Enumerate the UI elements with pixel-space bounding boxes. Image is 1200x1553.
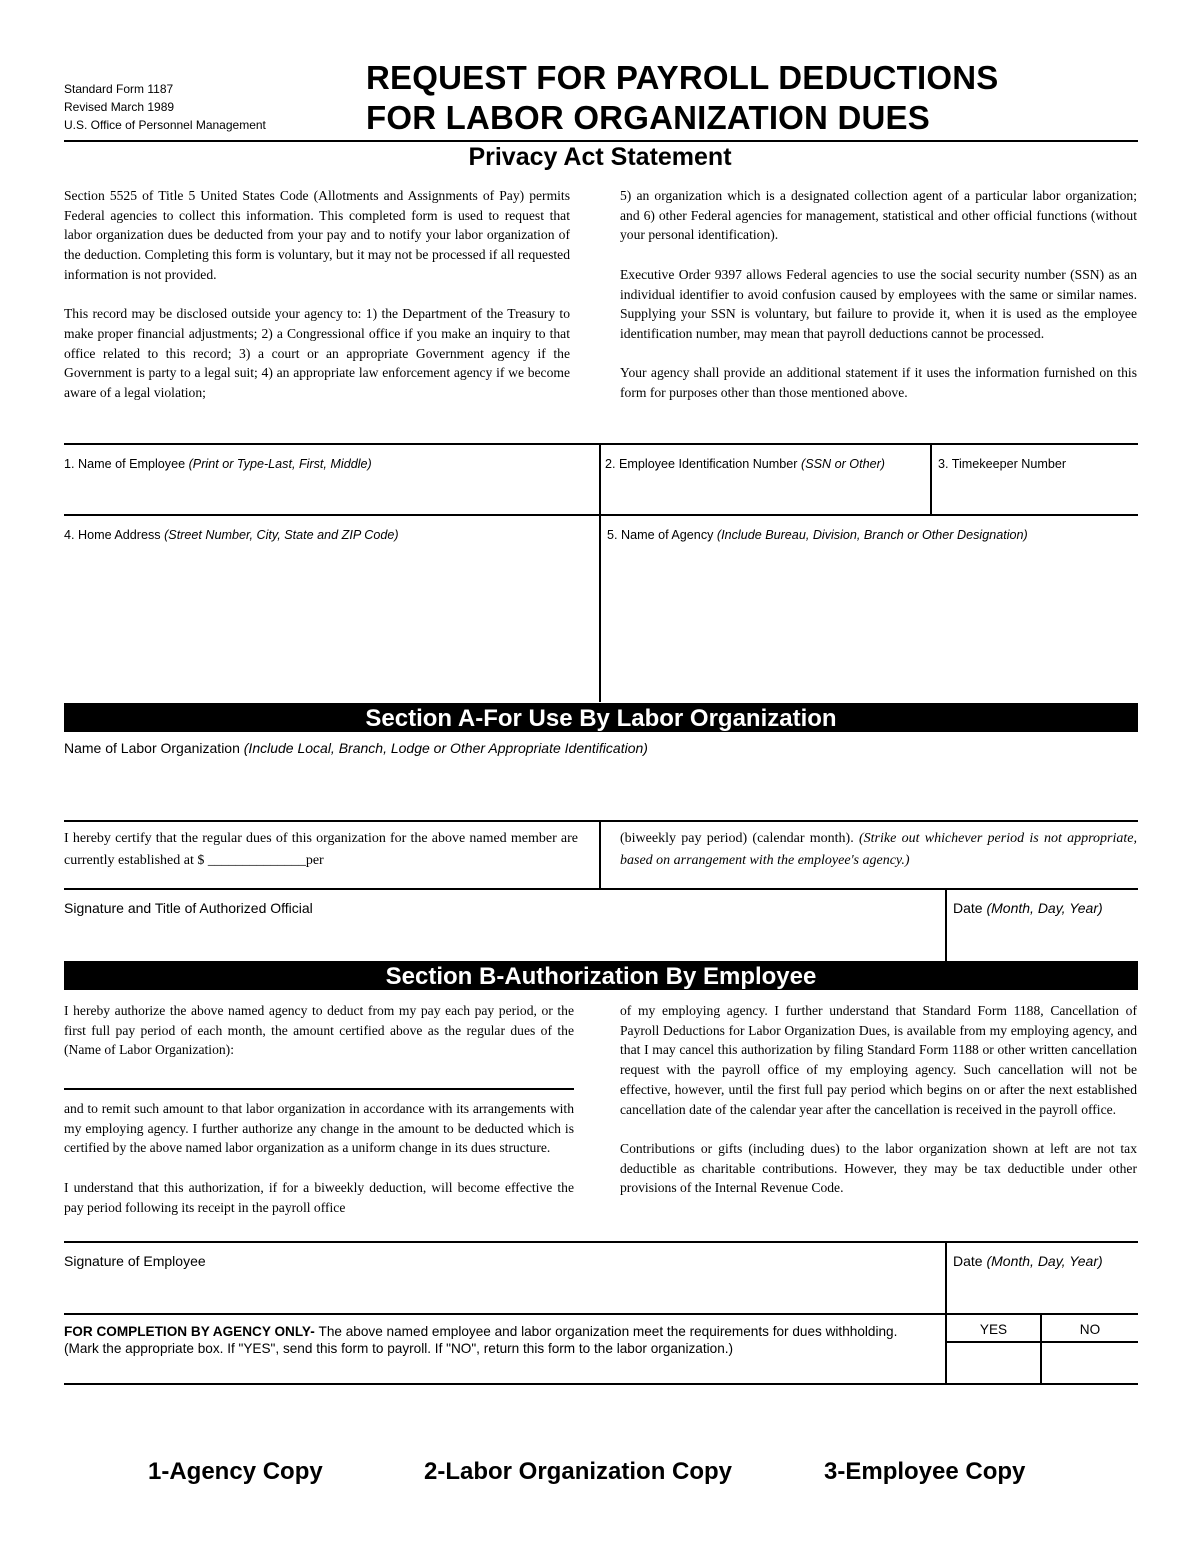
home-address-label: 4. Home Address (64, 528, 165, 542)
privacy-left-column (64, 186, 570, 422)
employee-date-hint: (Month, Day, Year) (986, 1253, 1103, 1269)
section-b-rule (64, 1241, 1138, 1243)
section-a-rule (64, 820, 1138, 822)
authorization-paragraph: of my employing agency. I further understand that Standard Form 1188, Cancellation of Payroll Deductions for Labor Organization Dues, is available from my employing agency, and that I may cancel this authorization by filing Standard Form 1188 or other written cancellation request with the payroll office of my employing agency. Such cancellation will not be effective, however, until the first full pay period which begins on or after the next established cancellation date of the calendar year after the cancellation is received in the payroll office. (620, 1003, 1137, 1117)
form-title-line1: REQUEST FOR PAYROLL DEDUCTIONS (366, 59, 999, 96)
pay-period-hint: (Strike out whichever period is not appropriate, based on arrangement with the employee's agency.) (620, 831, 1137, 868)
section-a-vertical-rule (599, 820, 601, 889)
yes-checkbox[interactable] (947, 1343, 1040, 1383)
grid-vertical-rule-2 (930, 443, 932, 515)
authorization-left-column (64, 1099, 574, 1237)
section-a-rule-2 (64, 888, 1138, 890)
agency-only-text: The above named employee and labor organization meet the requirements for dues withholding. (Mark the appropriate box. If "YES", send this form to payroll. If "NO", return this form to the labor organization.) (64, 1324, 898, 1356)
timekeeper-label: 3. Timekeeper Number (938, 457, 1067, 471)
official-date-field[interactable] (953, 900, 1136, 955)
official-date-label: Date (953, 900, 987, 916)
privacy-paragraph: Your agency shall provide an additional statement if it uses the information furnished on this form for purposes other than those mentioned above. (620, 365, 1137, 400)
copy-label-agency: 1-Agency Copy (148, 1458, 323, 1485)
employee-date-label: Date (953, 1253, 987, 1269)
employee-id-hint: (SSN or Other) (801, 457, 885, 471)
labor-organization-name-line (64, 1088, 574, 1090)
agency-name-field[interactable] (607, 527, 1135, 697)
agency-name-hint: (Include Bureau, Division, Branch or Other Designation) (716, 528, 1028, 542)
dues-certification-text: I hereby certify that the regular dues of this organization for the above named member are currently established at $ ______________per (64, 831, 578, 868)
labor-organization-name-field[interactable] (64, 1060, 574, 1088)
header-rule (64, 140, 1138, 142)
authorization-right-column (620, 1001, 1137, 1218)
labor-organization-label: Name of Labor Organization (64, 740, 244, 756)
privacy-right-column (620, 186, 1137, 422)
employee-id-label: 2. Employee Identification Number (605, 457, 802, 471)
form-revision: Revised March 1989 (64, 100, 175, 114)
labor-organization-hint: (Include Local, Branch, Lodge or Other Appropriate Identification) (243, 740, 648, 756)
employee-id-field[interactable] (605, 456, 925, 511)
employee-name-hint: (Print or Type-Last, First, Middle) (188, 457, 372, 471)
yes-label: YES (979, 1322, 1008, 1337)
no-checkbox[interactable] (1042, 1343, 1138, 1383)
agency-only-bottom-rule (64, 1383, 1138, 1385)
official-signature-label: Signature and Title of Authorized Official (64, 900, 313, 916)
privacy-act-title: Privacy Act Statement (468, 143, 732, 171)
authorization-paragraph: Contributions or gifts (including dues) to the labor organization shown at left are not tax deductible as charitable contributions. However, they may be tax deductible under other provisions of the Internal Revenue Code. (620, 1140, 1137, 1196)
authorization-intro: I hereby authorize the above named agency to deduct from my pay each pay period, or the first full pay period of each month, the amount certified above as the regular dues of the (Name of Labor Organization): (64, 1003, 574, 1058)
official-signature-field[interactable] (64, 900, 934, 955)
pay-period-options[interactable]: (biweekly pay period) (calendar month). (620, 831, 859, 846)
home-address-field[interactable] (64, 527, 594, 697)
authorization-paragraph: and to remit such amount to that labor organization in accordance with its arrangements with my employing agency. I further authorize any change in the amount to be deducted which is certified by the above named labor organization as a uniform change in its dues structure. (64, 1101, 574, 1156)
employee-date-field[interactable] (953, 1253, 1136, 1308)
privacy-paragraph: Executive Order 9397 allows Federal agencies to use the social security number (SSN) as an individual identifier to avoid confusion caused by employees with the same or similar names. Supplying your SSN is voluntary, but failure to provide it, when it is used as the employee identification number, may mean that payroll deductions cannot be processed. (620, 266, 1137, 341)
section-b-header: Section B-Authorization By Employee (64, 961, 1138, 990)
form-title-line2: FOR LABOR ORGANIZATION DUES (366, 99, 930, 136)
agency-only-top-rule (64, 1313, 1138, 1315)
official-date-hint: (Month, Day, Year) (986, 900, 1103, 916)
grid-middle-rule (64, 514, 1138, 516)
issuing-agency: U.S. Office of Personnel Management (64, 118, 266, 132)
home-address-hint: (Street Number, City, State and ZIP Code) (164, 528, 399, 542)
employee-signature-field[interactable] (64, 1253, 934, 1308)
agency-only-heading: FOR COMPLETION BY AGENCY ONLY- (64, 1324, 319, 1339)
privacy-paragraph: 5) an organization which is a designated collection agent of a particular labor organization; and 6) other Federal agencies for management, statistical and other official functions (without your personal identification). (620, 188, 1137, 243)
privacy-paragraph: This record may be disclosed outside your agency to: 1) the Department of the Treasury to make proper financial adjustments; 2) a Congressional office if you make an inquiry to that office related to this record; 3) a court or an appropriate Government agency if the Government is party to a legal suit; 4) an appropriate law enforcement agency if we become aware of a legal violation; (64, 306, 570, 401)
employee-signature-label: Signature of Employee (64, 1253, 206, 1269)
employee-name-field[interactable] (64, 456, 594, 511)
pay-period-text (620, 828, 1137, 872)
section-a-header: Section A-For Use By Labor Organization (64, 703, 1138, 732)
section-a-date-divider (945, 888, 947, 961)
labor-organization-field[interactable] (64, 740, 1134, 818)
agency-only-statement (64, 1323, 934, 1357)
copy-label-labor-organization: 2-Labor Organization Copy (424, 1458, 733, 1485)
authorization-paragraph: I understand that this authorization, if for a biweekly deduction, will become effective the pay period following its receipt in the payroll office (64, 1179, 574, 1215)
timekeeper-number-field[interactable] (938, 456, 1136, 511)
copy-label-employee: 3-Employee Copy (824, 1458, 1026, 1485)
form-number: Standard Form 1187 (64, 82, 174, 96)
agency-name-label: 5. Name of Agency (607, 528, 717, 542)
grid-vertical-rule (599, 443, 601, 702)
grid-top-rule (64, 443, 1138, 445)
form-title (366, 58, 998, 138)
no-label: NO (1079, 1322, 1101, 1337)
employee-name-label: 1. Name of Employee (64, 457, 189, 471)
form-identification (64, 80, 266, 134)
privacy-paragraph: Section 5525 of Title 5 United States Code (Allotments and Assignments of Pay) permits Federal agencies to collect this information. This completed form is used to request that labor organization dues be deducted from your pay and to notify your labor organization of the deduction. Completing this form is voluntary, but it may not be processed if all requested information is not provided. (64, 188, 570, 282)
